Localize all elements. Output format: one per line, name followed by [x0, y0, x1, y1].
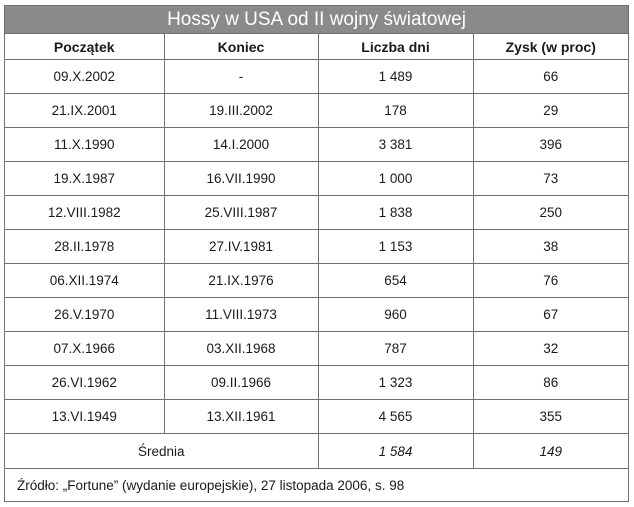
end-date-cell: 19.III.2002	[164, 94, 318, 128]
start-date-cell: 28.II.1978	[5, 230, 164, 264]
table-row	[5, 94, 628, 128]
end-date-cell: 16.VII.1990	[164, 162, 318, 196]
end-date-cell: 25.VIII.1987	[164, 196, 318, 230]
end-date-cell: 14.I.2000	[164, 128, 318, 162]
table-row	[5, 264, 628, 298]
gain-cell: 38	[473, 230, 628, 264]
days-cell: 787	[318, 332, 473, 366]
gain-cell: 29	[473, 94, 628, 128]
gain-cell: 32	[473, 332, 628, 366]
column-header-end: Koniec	[164, 34, 318, 60]
start-date-cell: 19.X.1987	[5, 162, 164, 196]
start-date-cell: 13.VI.1949	[5, 400, 164, 434]
end-date-cell: 13.XII.1961	[164, 400, 318, 434]
table-container	[4, 5, 629, 502]
start-date-cell: 09.X.2002	[5, 60, 164, 94]
end-date-cell: 09.II.1966	[164, 366, 318, 400]
table-body	[5, 60, 628, 434]
start-date-cell: 26.VI.1962	[5, 366, 164, 400]
average-days: 1 584	[318, 434, 473, 469]
table-title: Hossy w USA od II wojny światowej	[5, 6, 628, 34]
days-cell: 1 323	[318, 366, 473, 400]
table-row	[5, 366, 628, 400]
gain-cell: 76	[473, 264, 628, 298]
gain-cell: 86	[473, 366, 628, 400]
gain-cell: 250	[473, 196, 628, 230]
gain-cell: 73	[473, 162, 628, 196]
days-cell: 178	[318, 94, 473, 128]
table-row	[5, 400, 628, 434]
days-cell: 1 153	[318, 230, 473, 264]
days-cell: 960	[318, 298, 473, 332]
start-date-cell: 26.V.1970	[5, 298, 164, 332]
table-row	[5, 230, 628, 264]
table-row	[5, 196, 628, 230]
average-gain: 149	[473, 434, 628, 469]
days-cell: 654	[318, 264, 473, 298]
bull-markets-table	[5, 34, 628, 469]
start-date-cell: 07.X.1966	[5, 332, 164, 366]
header-row	[5, 34, 628, 60]
average-label: Średnia	[5, 434, 318, 469]
days-cell: 1 000	[318, 162, 473, 196]
end-date-cell: -	[164, 60, 318, 94]
table-row	[5, 332, 628, 366]
start-date-cell: 12.VIII.1982	[5, 196, 164, 230]
average-row	[5, 434, 628, 469]
start-date-cell: 06.XII.1974	[5, 264, 164, 298]
end-date-cell: 11.VIII.1973	[164, 298, 318, 332]
days-cell: 1 489	[318, 60, 473, 94]
days-cell: 3 381	[318, 128, 473, 162]
days-cell: 4 565	[318, 400, 473, 434]
table-row	[5, 60, 628, 94]
gain-cell: 355	[473, 400, 628, 434]
table-row	[5, 128, 628, 162]
end-date-cell: 27.IV.1981	[164, 230, 318, 264]
table-row	[5, 298, 628, 332]
gain-cell: 67	[473, 298, 628, 332]
table-row	[5, 162, 628, 196]
end-date-cell: 03.XII.1968	[164, 332, 318, 366]
column-header-gain: Zysk (w proc)	[473, 34, 628, 60]
days-cell: 1 838	[318, 196, 473, 230]
source-note: Źródło: „Fortune” (wydanie europejskie), 27 listopada 2006, s. 98	[17, 478, 405, 493]
start-date-cell: 21.IX.2001	[5, 94, 164, 128]
gain-cell: 396	[473, 128, 628, 162]
start-date-cell: 11.X.1990	[5, 128, 164, 162]
end-date-cell: 21.IX.1976	[164, 264, 318, 298]
column-header-start: Początek	[5, 34, 164, 60]
column-header-days: Liczba dni	[318, 34, 473, 60]
gain-cell: 66	[473, 60, 628, 94]
